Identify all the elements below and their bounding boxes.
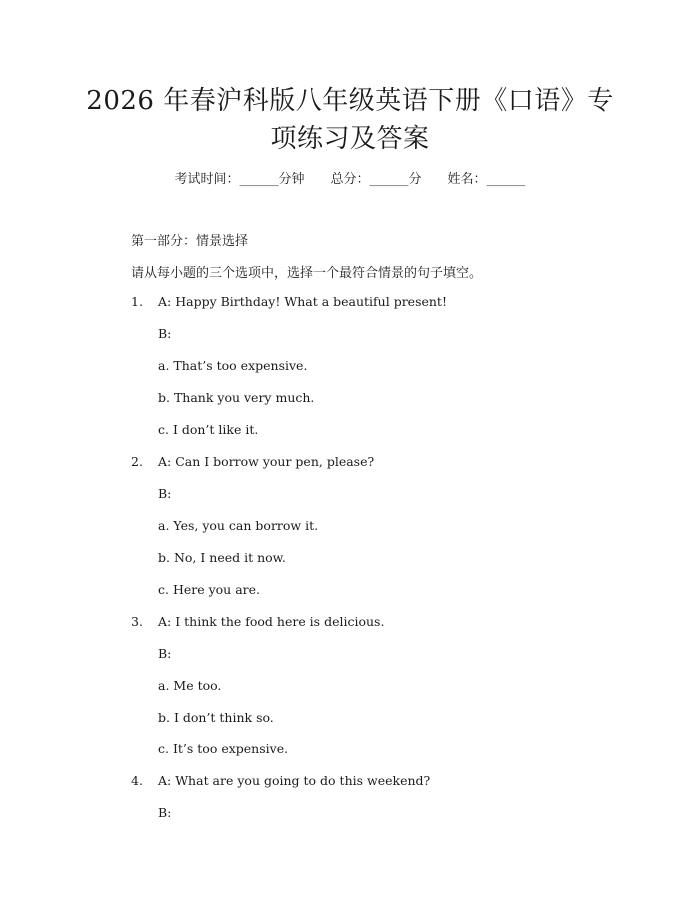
option-b: b. Thank you very much. xyxy=(158,390,315,405)
option-c: c. I don’t like it. xyxy=(158,422,259,437)
section-title: 第一部分：情景选择 xyxy=(131,234,249,249)
question-number: 2. xyxy=(131,454,143,469)
total-score-label: 总分：______分 xyxy=(330,172,422,187)
question-response: B: xyxy=(158,646,172,661)
option-b: b. I don’t think so. xyxy=(158,710,274,725)
option-c: c. It’s too expensive. xyxy=(158,741,289,756)
question-prompt: A: Can I borrow your pen, please? xyxy=(158,454,375,469)
exam-meta xyxy=(0,168,700,187)
option-a: a. Yes, you can borrow it. xyxy=(158,518,319,533)
student-name-label: 姓名：______ xyxy=(447,172,526,187)
option-c: c. Here you are. xyxy=(158,582,261,597)
document-title xyxy=(60,82,640,158)
question-number: 1. xyxy=(131,294,143,309)
title-line-2: 项练习及答案 xyxy=(270,124,430,154)
option-a: a. Me too. xyxy=(158,678,222,693)
title-line-1: 2026 年春沪科版八年级英语下册《口语》专 xyxy=(86,86,614,116)
question-prompt: A: Happy Birthday! What a beautiful present! xyxy=(158,294,447,309)
instruction-text: 请从每小题的三个选项中，选择一个最符合情景的句子填空。 xyxy=(131,266,483,281)
question-response: B: xyxy=(158,326,172,341)
question-number: 3. xyxy=(131,614,143,629)
question-response: B: xyxy=(158,805,172,820)
option-a: a. That’s too expensive. xyxy=(158,358,308,373)
question-prompt: A: What are you going to do this weekend? xyxy=(158,773,431,788)
question-response: B: xyxy=(158,486,172,501)
exam-time-label: 考试时间：______分钟 xyxy=(174,172,305,187)
option-b: b. No, I need it now. xyxy=(158,550,286,565)
question-number: 4. xyxy=(131,773,143,788)
question-prompt: A: I think the food here is delicious. xyxy=(158,614,385,629)
